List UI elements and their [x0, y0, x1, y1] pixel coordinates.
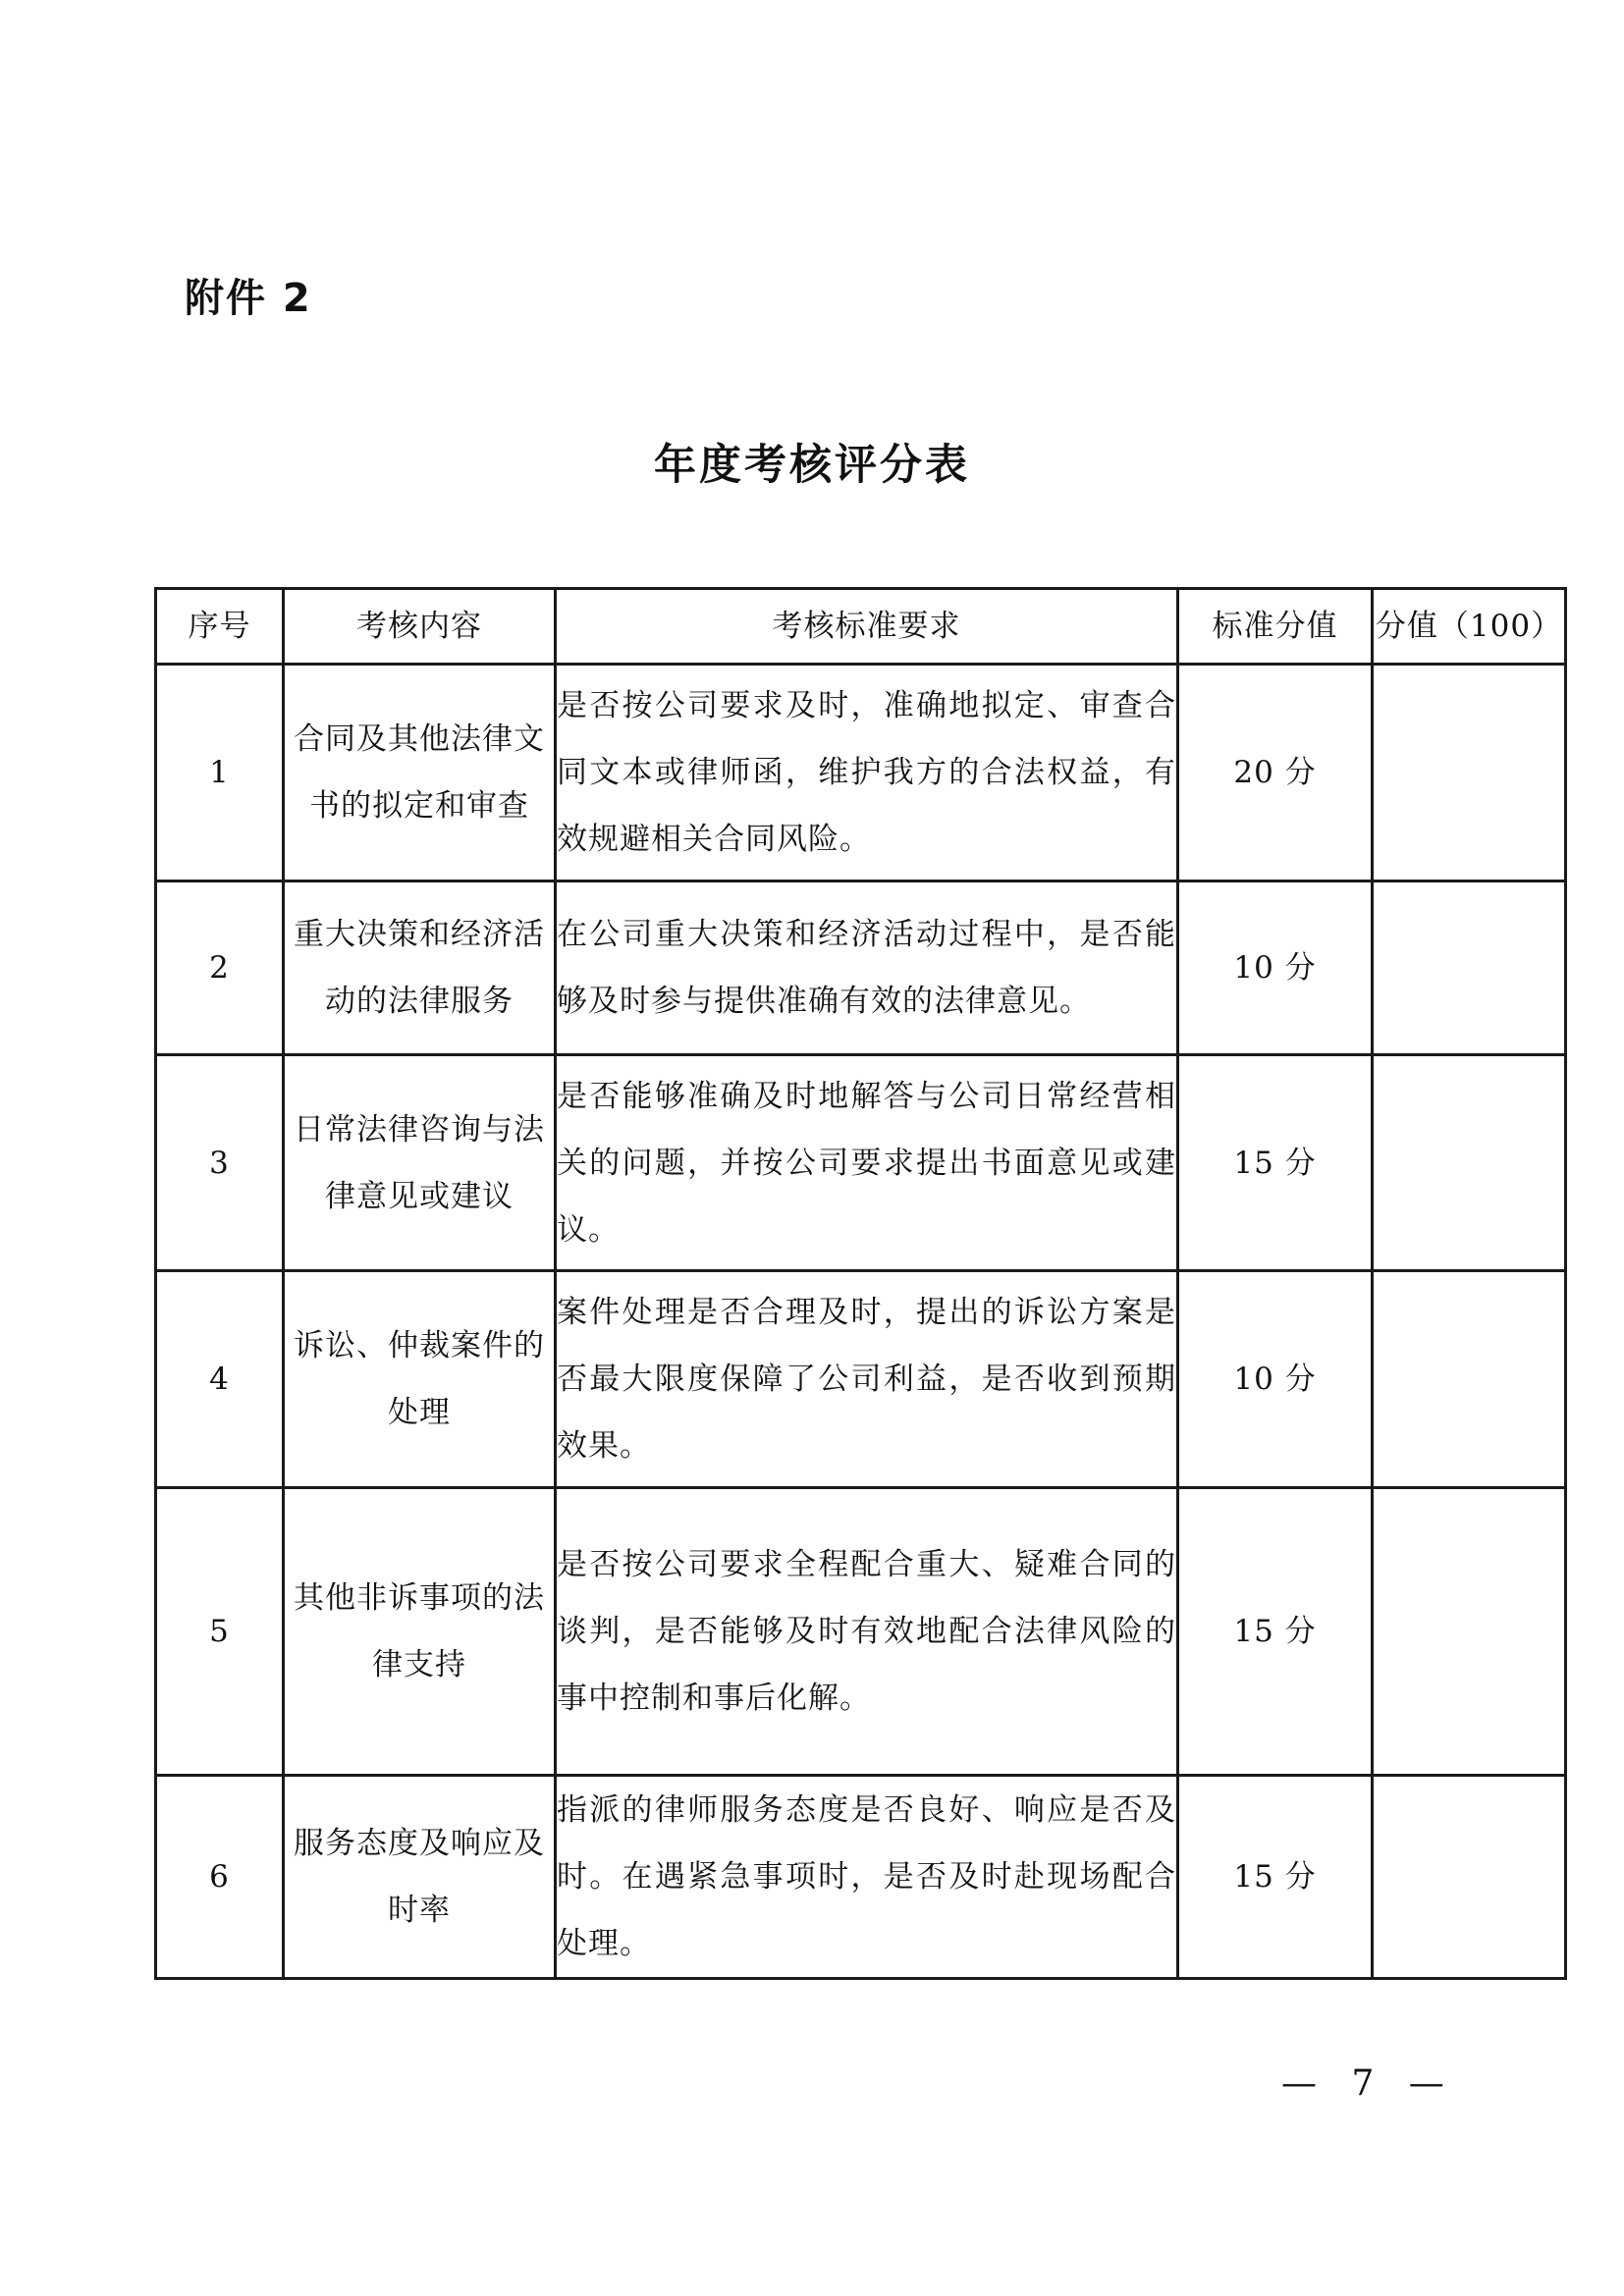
score-table: [154, 587, 1567, 1980]
row-score-cell[interactable]: [1373, 1488, 1566, 1776]
row-seq: 1: [156, 665, 284, 881]
row-standard: 是否按公司要求全程配合重大、疑难合同的谈判，是否能够及时有效地配合法律风险的事中控制和事后化解。: [556, 1488, 1178, 1776]
row-seq: 4: [156, 1271, 284, 1488]
table-row: [156, 1271, 1566, 1488]
row-standard: 指派的律师服务态度是否良好、响应是否及时。在遇紧急事项时，是否及时赴现场配合处理。: [556, 1776, 1178, 1979]
row-score-cell[interactable]: [1373, 1776, 1566, 1979]
col-header-score: 分值（100）: [1373, 589, 1566, 665]
table-row: [156, 1488, 1566, 1776]
row-standard-score: 15 分: [1178, 1488, 1373, 1776]
table-row: [156, 1776, 1566, 1979]
row-content: 重大决策和经济活动的法律服务: [284, 881, 556, 1055]
row-content: 服务态度及响应及时率: [284, 1776, 556, 1979]
row-standard: 案件处理是否合理及时，提出的诉讼方案是否最大限度保障了公司利益，是否收到预期效果。: [556, 1271, 1178, 1488]
row-content: 日常法律咨询与法律意见或建议: [284, 1055, 556, 1271]
page-number: — 7 —: [1281, 2063, 1456, 2104]
row-content: 诉讼、仲裁案件的处理: [284, 1271, 556, 1488]
row-seq: 3: [156, 1055, 284, 1271]
table-header-row: [156, 589, 1566, 665]
row-seq: 6: [156, 1776, 284, 1979]
row-score-cell[interactable]: [1373, 1055, 1566, 1271]
page-title: 年度考核评分表: [654, 441, 970, 490]
row-standard: 是否按公司要求及时，准确地拟定、审查合同文本或律师函，维护我方的合法权益，有效规避相关合同风险。: [556, 665, 1178, 881]
row-score-cell[interactable]: [1373, 1271, 1566, 1488]
row-standard: 在公司重大决策和经济活动过程中，是否能够及时参与提供准确有效的法律意见。: [556, 881, 1178, 1055]
row-score-cell[interactable]: [1373, 665, 1566, 881]
row-score-cell[interactable]: [1373, 881, 1566, 1055]
row-content: 其他非诉事项的法律支持: [284, 1488, 556, 1776]
row-standard-score: 20 分: [1178, 665, 1373, 881]
row-seq: 5: [156, 1488, 284, 1776]
row-content: 合同及其他法律文书的拟定和审查: [284, 665, 556, 881]
col-header-standard: 考核标准要求: [556, 589, 1178, 665]
table-row: [156, 665, 1566, 881]
row-standard-score: 10 分: [1178, 881, 1373, 1055]
col-header-seq: 序号: [156, 589, 284, 665]
row-standard-score: 15 分: [1178, 1055, 1373, 1271]
table-row: [156, 1055, 1566, 1271]
table-row: [156, 881, 1566, 1055]
row-seq: 2: [156, 881, 284, 1055]
row-standard-score: 10 分: [1178, 1271, 1373, 1488]
attachment-label: 附件 2: [185, 276, 312, 321]
row-standard-score: 15 分: [1178, 1776, 1373, 1979]
row-standard: 是否能够准确及时地解答与公司日常经营相关的问题，并按公司要求提出书面意见或建议。: [556, 1055, 1178, 1271]
col-header-content: 考核内容: [284, 589, 556, 665]
col-header-standard-score: 标准分值: [1178, 589, 1373, 665]
